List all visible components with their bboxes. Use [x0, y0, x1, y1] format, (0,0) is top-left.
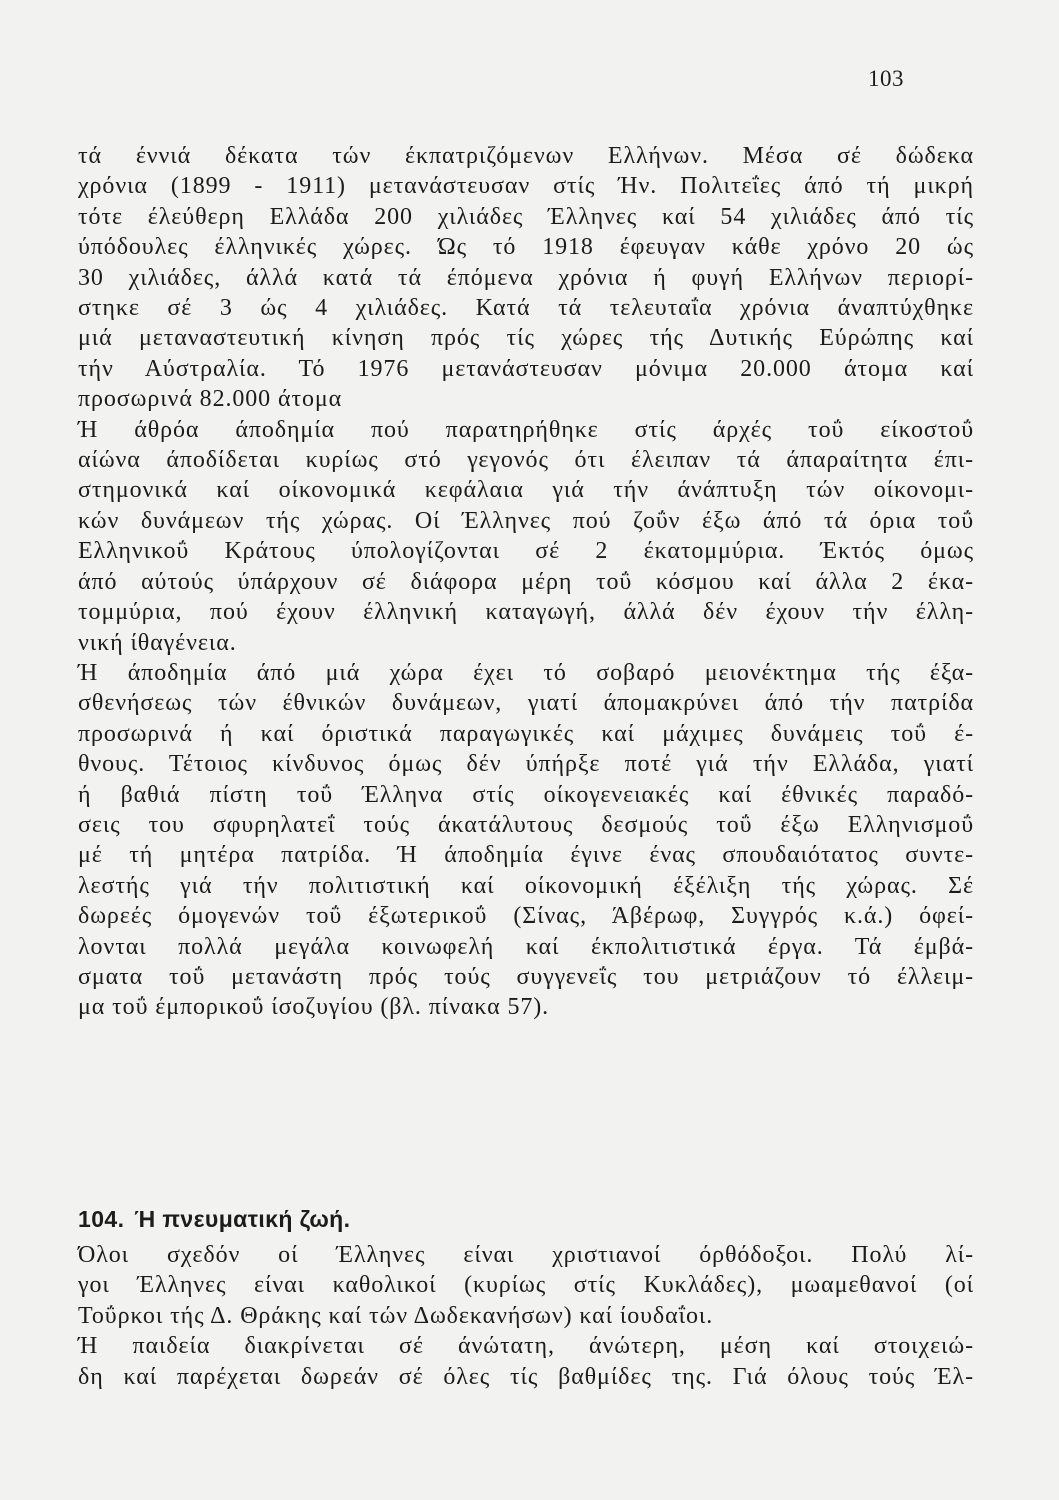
- text-line: ύπόδουλες έλληνικές χώρες. Ώς τό 1918 έφευγαν κάθε χρόνο 20 ώς: [78, 234, 974, 261]
- section-title: Ή πνευματική ζωή.: [134, 1206, 351, 1232]
- page-number: 103: [868, 66, 904, 91]
- text-line: κών δυνάμεων τής χώρας. Οί Έλληνες πού ζοΰν έξω άπό τά όρια τοΰ: [78, 507, 974, 534]
- section-number: 104.: [78, 1206, 125, 1232]
- text-line: σματα τοΰ μετανάστη πρός τούς συγγενεΐς του μετριάζουν τό έλλειμ-: [78, 963, 974, 990]
- text-line: νική ίθαγένεια.: [78, 629, 237, 656]
- text-line: τήν Αύστραλία. Τό 1976 μετανάστευσαν μόνιμα 20.000 άτομα καί: [78, 355, 974, 382]
- text-line: χρόνια (1899 - 1911) μετανάστευσαν στίς Ήν. Πολιτεΐες άπό τή μικρή: [78, 173, 974, 200]
- text-line: μέ τή μητέρα πατρίδα. Ή άποδημία έγινε ένας σπουδαιότατος συντε-: [78, 842, 974, 869]
- text-line: ή βαθιά πίστη τοΰ Έλληνα στίς οίκογενειακές καί έθνικές παραδό-: [78, 781, 974, 808]
- text-line: άπό αύτούς ύπάρχουν σέ διάφορα μέρη τοΰ κόσμου καί άλλα 2 έκα-: [78, 568, 974, 595]
- text-line: Ή άθρόα άποδημία πού παρατηρήθηκε στίς άρχές τοΰ είκοστοΰ: [78, 416, 974, 443]
- text-line: Ελληνικοΰ Κράτους ύπολογίζονται σέ 2 έκατομμύρια. Έκτός όμως: [78, 538, 974, 565]
- text-line: σεις του σφυρηλατεΐ τούς άκατάλυτους δεσμούς τοΰ έξω Ελληνισμοΰ: [78, 811, 974, 838]
- body-text-block: [78, 1240, 974, 1392]
- text-line: αίώνα άποδίδεται κυρίως στό γεγονός ότι έλειπαν τά άπαραίτητα έπι-: [78, 447, 974, 474]
- text-line: τότε έλεύθερη Ελλάδα 200 χιλιάδες Έλληνες καί 54 χιλιάδες άπό τίς: [78, 203, 974, 230]
- text-line: μα τοΰ έμπορικοΰ ίσοζυγίου (βλ. πίνακα 57).: [78, 994, 550, 1021]
- text-line: δωρεές όμογενών τοΰ έξωτερικοΰ (Σίνας, Άβέρωφ, Συγγρός κ.ά.) όφεί-: [78, 903, 974, 930]
- text-line: σθενήσεως τών έθνικών δυνάμεων, γιατί άπομακρύνει άπό τήν πατρίδα: [78, 690, 974, 717]
- text-line: θνους. Τέτοιος κίνδυνος όμως δέν ύπήρξε ποτέ γιά τήν Ελλάδα, γιατί: [78, 751, 974, 778]
- text-line: Όλοι σχεδόν οί Έλληνες είναι χριστιανοί όρθόδοξοι. Πολύ λί-: [78, 1242, 974, 1268]
- text-line: λονται πολλά μεγάλα κοινωφελή καί έκπολιτιστικά έργα. Τά έμβά-: [78, 933, 974, 960]
- text-line: Τοΰρκοι τής Δ. Θράκης καί τών Δωδεκανήσων) καί ίουδαΐοι.: [78, 1302, 714, 1329]
- text-line: προσωρινά ή καί όριστικά παραγωγικές καί μάχιμες δυνάμεις τοΰ έ-: [78, 720, 974, 747]
- text-line: τομμύρια, πού έχουν έλληνική καταγωγή, άλλά δέν έχουν τήν έλλη-: [78, 599, 974, 626]
- text-line: Ή άποδημία άπό μιά χώρα έχει τό σοβαρό μειονέκτημα τής έξα-: [78, 659, 974, 686]
- section-heading: [78, 1206, 350, 1233]
- text-line: τά έννιά δέκατα τών έκπατριζόμενων Ελλήνων. Μέσα σέ δώδεκα: [78, 143, 974, 169]
- text-line: 30 χιλιάδες, άλλά κατά τά έπόμενα χρόνια ή φυγή Ελλήνων περιορί-: [78, 264, 974, 291]
- text-line: στημονικά καί οίκονομικά κεφάλαια γιά τήν άνάπτυξη τών οίκονομι-: [78, 477, 974, 504]
- text-line: μιά μεταναστευτική κίνηση πρός τίς χώρες τής Δυτικής Εύρώπης καί: [78, 325, 974, 352]
- text-line: προσωρινά 82.000 άτομα: [78, 386, 343, 413]
- text-line: στηκε σέ 3 ώς 4 χιλιάδες. Κατά τά τελευταΐα χρόνια άναπτύχθηκε: [78, 295, 974, 322]
- body-text-block: [78, 141, 974, 1023]
- text-line: γοι Έλληνες είναι καθολικοί (κυρίως στίς Κυκλάδες), μωαμεθανοί (οί: [78, 1272, 974, 1299]
- text-line: λεστής γιά τήν πολιτιστική καί οίκονομική έξέλιξη τής χώρας. Σέ: [78, 872, 974, 899]
- text-line: δη καί παρέχεται δωρεάν σέ όλες τίς βαθμίδες της. Γιά όλους τούς Έλ-: [78, 1363, 974, 1390]
- text-line: Ή παιδεία διακρίνεται σέ άνώτατη, άνώτερη, μέση καί στοιχειώ-: [78, 1333, 974, 1360]
